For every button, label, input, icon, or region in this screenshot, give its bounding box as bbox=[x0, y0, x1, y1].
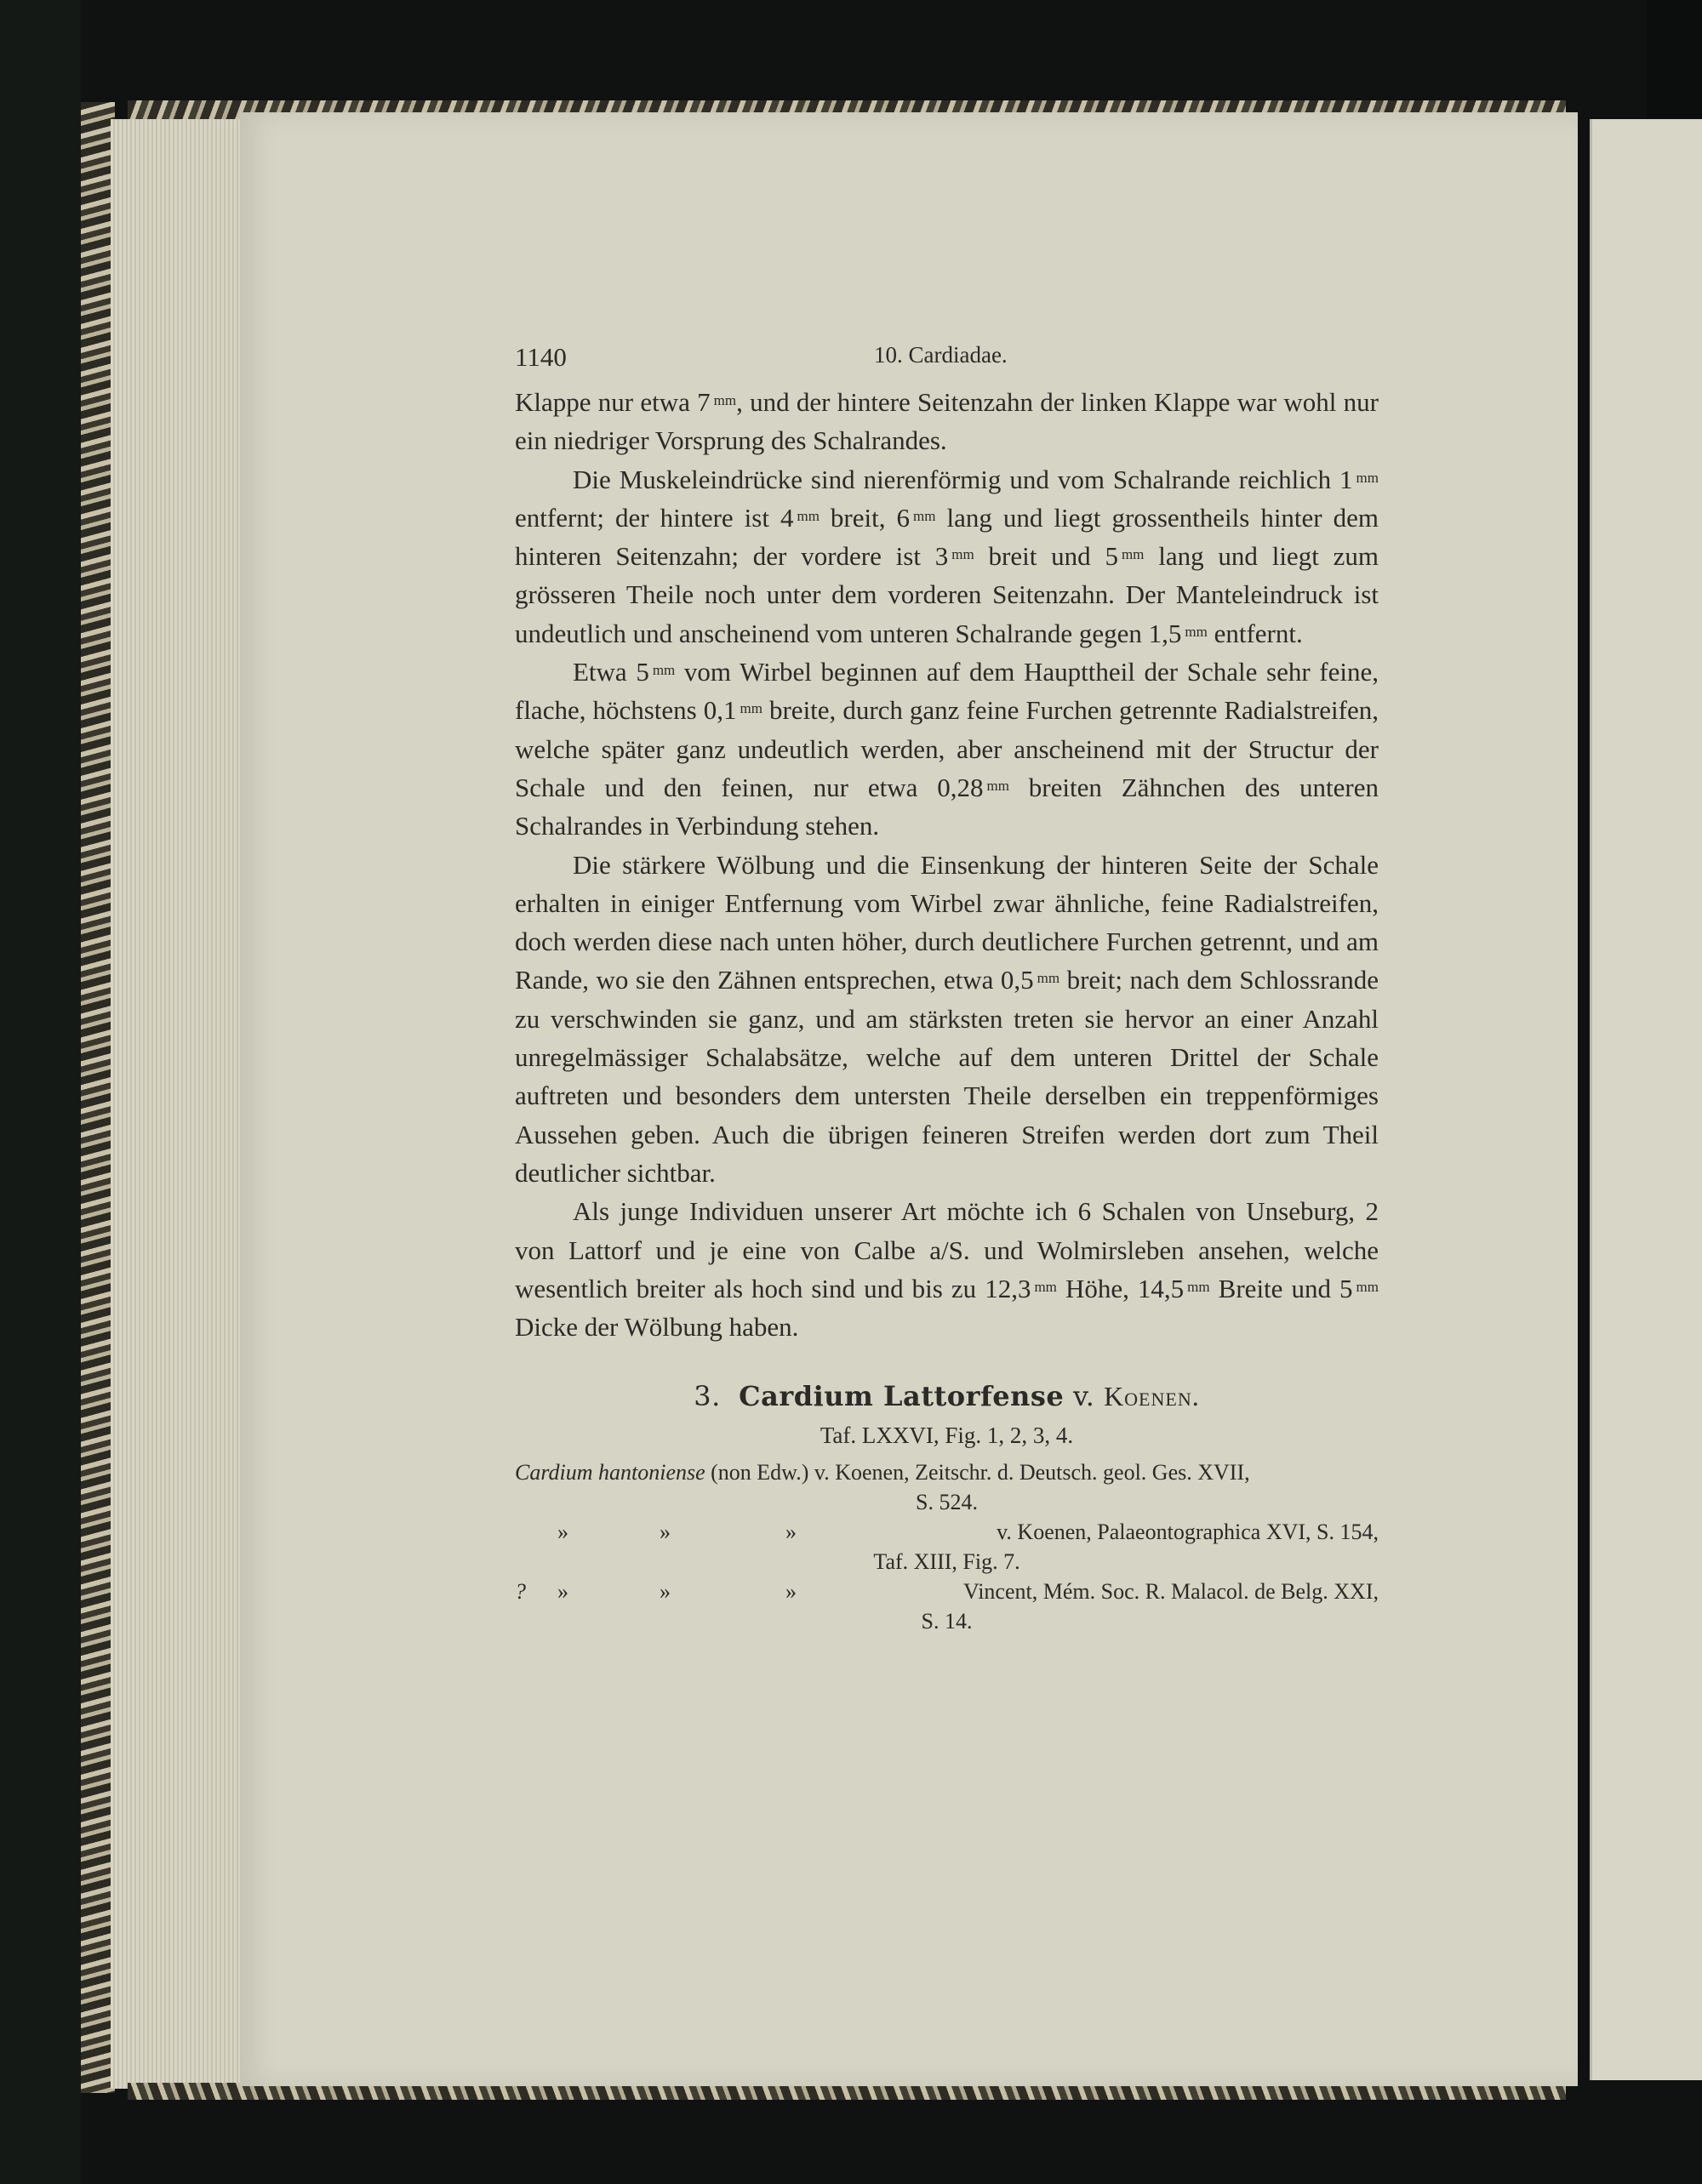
synonymy-entry: Cardium hantoniense (non Edw.) v. Koenen, Zeitschr. d. Deutsch. geol. Ges. XVII, S. 524. bbox=[515, 1460, 1250, 1515]
paragraph: Etwa 5 $^{mm}$ vom Wirbel beginnen auf dem Haupttheil der Schale sehr feine, flache, höchstens 0,1 $^{mm}$ breite, durch ganz feine Furchen getrennte Radialstreifen, welche später ganz undeutlich werden, aber anscheinend mit der Structur der Schale und den feinen, nur etwa 0,28 $^{mm}$ breiten Zähnchen des unteren Schalrandes in Verbindung stehen. bbox=[515, 657, 1379, 841]
paragraph: Die Muskeleindrücke sind nierenförmig und vom Schalrande reichlich 1 $^{mm}$ entfernt; der hintere ist 4 $^{mm}$ breit, 6 $^{mm}$ lang und liegt grossentheils hinter dem hinteren Seitenzahn; der vordere ist 3 $^{mm}$ breit und 5 $^{mm}$ lang und liegt zum grösseren Theile noch unter dem vorderen Seitenzahn. Der Manteleindruck ist undeutlich und anscheinend vom unteren Schalrande gegen 1,5 $^{mm}$ entfernt. bbox=[515, 464, 1379, 648]
paragraph: Als junge Individuen unserer Art möchte ich 6 Schalen von Unseburg, 2 von Lattorf und je eine von Calbe a/S. und Wolmirsleben ansehen, welche wesentlich breiter als hoch sind und bis zu 12,3 $^{mm}$ Höhe, 14,5 $^{mm}$ Breite und 5 $^{mm}$ Dicke der Wölbung haben. bbox=[515, 1196, 1379, 1343]
synonymy-list bbox=[515, 1457, 1379, 1636]
paragraph: Die stärkere Wölbung und die Einsenkung der hinteren Seite der Schale erhalten in einiger Entfernung vom Wirbel zwar ähnliche, feine Radialstreifen, doch werden diese nach unten höher, durch deutlichere Furchen getrennt, und am Rande, wo sie den Zähnen entsprechen, etwa 0,5 $^{mm}$ breit; nach dem Schlossrande zu verschwinden sie ganz, und am stärksten treten sie hervor an einer Anzahl unregelmässiger Schalabsätze, welche auf dem unteren Drittel der Schale auftreten und besonders dem untersten Theile derselben ein treppenförmiges Aussehen geben. Auch die übrigen feineren Streifen werden dort zum Theil deutlicher sichtbar. bbox=[515, 849, 1379, 1188]
body-text bbox=[515, 383, 1379, 1346]
synonymy-entry: » » » v. Koenen, Palaeontographica XVI, S. 154, Taf. XIII, Fig. 7. bbox=[557, 1520, 1379, 1575]
running-head: 10. Cardiadae. bbox=[874, 342, 1008, 368]
paragraph: Klappe nur etwa 7 $^{mm}$, und der hintere Seitenzahn der linken Klappe war wohl nur ein niedriger Vorsprung des Schalrandes. bbox=[515, 387, 1379, 456]
page-number: 1140 bbox=[515, 342, 567, 372]
synonymy-entry: ? » » » Vincent, Mém. Soc. R. Malacol. de Belg. XXI, S. 14. bbox=[515, 1579, 1379, 1634]
background-left bbox=[0, 0, 81, 2184]
book-cover-spine-edge bbox=[81, 102, 115, 2093]
background-right bbox=[1647, 0, 1702, 119]
plate-reference: Taf. LXXVI, Fig. 1, 2, 3, 4. bbox=[820, 1423, 1074, 1449]
facing-page bbox=[1590, 119, 1702, 2080]
species-heading: 3. Cardium Lattorfense v. Koenen. bbox=[694, 1380, 1200, 1413]
page-stack-edge bbox=[111, 119, 247, 2089]
page-header bbox=[515, 342, 1379, 383]
page-content bbox=[515, 342, 1379, 1636]
